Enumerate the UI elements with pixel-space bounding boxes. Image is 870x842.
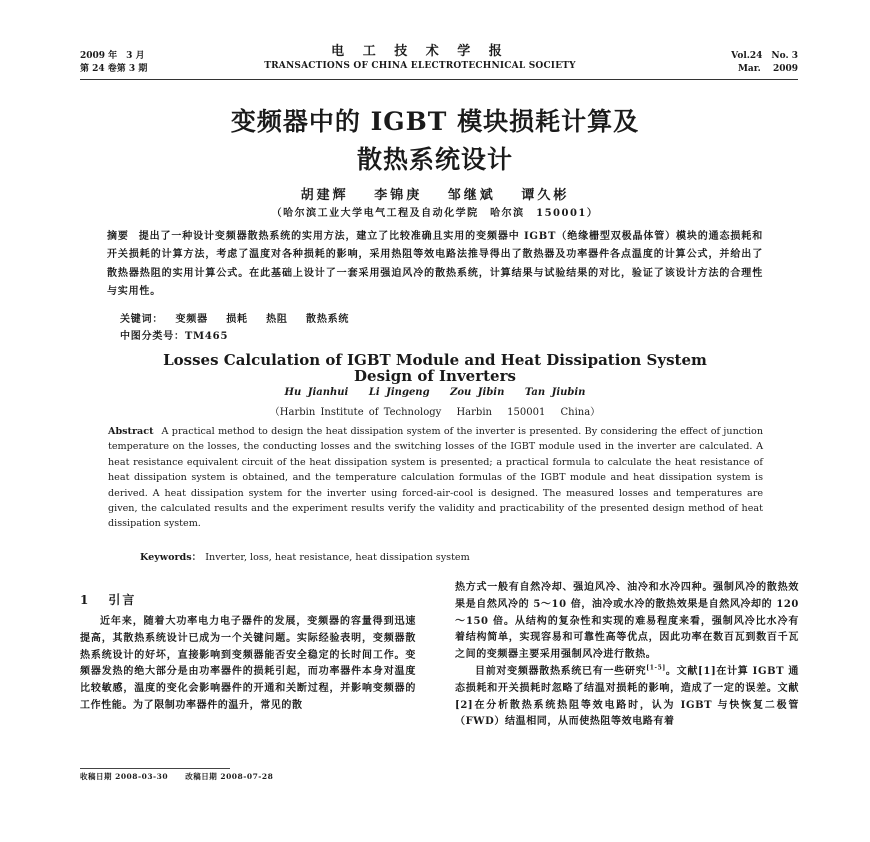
header-journal	[240, 44, 600, 72]
footnote-dates	[80, 771, 273, 782]
classification-cn-value: TM465	[184, 331, 229, 342]
affiliation-en: （Harbin Institute of Technology Harbin 150001 China）	[269, 407, 601, 418]
abstract-en	[108, 424, 763, 532]
keywords-en	[140, 549, 470, 563]
citation-ref: [1-5]	[646, 664, 666, 672]
header-issue-cn	[80, 50, 147, 76]
paper-title-en-line2: Design of Inverters	[354, 367, 516, 385]
paper-title-en	[100, 352, 770, 384]
authors-cn	[100, 184, 770, 203]
header-date-en: Mar. 2009	[737, 64, 798, 74]
body-paragraph	[455, 664, 799, 731]
section-number: 1	[80, 593, 91, 607]
header-volume-en: Vol.24 No. 3	[731, 51, 798, 61]
section-heading	[80, 591, 136, 608]
keywords-cn-label: 关键词：	[120, 314, 164, 325]
body-column-left	[80, 614, 416, 715]
keywords-en-label: Keywords：	[140, 552, 202, 563]
paper-title-cn-line1: 变频器中的 IGBT 模块损耗计算及	[230, 107, 640, 136]
keywords-cn	[120, 310, 363, 325]
author-cn: 李锦庚	[374, 188, 423, 203]
footnote-rule	[80, 768, 230, 769]
header-volume-cn: 第 24 卷第 3 期	[80, 64, 148, 74]
abstract-cn-text: 提出了一种设计变频器散热系统的实用方法，建立了比较准确且实用的变频器中 IGBT（绝缘栅型双极晶体管）模块的通态损耗和开关损耗的计算方法，考虑了温度对各种损耗的影响，采用热阻等效电路法推导得出了散热器及功率器件各点温度的计算公式，并给出了散热器热阻的实用计算公式。在此基础上设计了一套采用强迫风冷的散热系统，计算结果与试验结果的对比，验证了该设计方法的合理性与实用性。	[107, 231, 763, 297]
body-paragraph: 热方式一般有自然冷却、强迫风冷、油冷和水冷四种。强制风冷的散热效果是自然风冷的 5～10 倍，油冷或水冷的散热效果是自然风冷却的 120～150 倍。从结构的复杂性和实现的难易程度来看，强制风冷比水冷有着结构简单，实现容易和可靠性高等优点，因此功率在数百瓦到数百千瓦之间的变频器主要采用强制风冷进行散热。	[455, 582, 799, 661]
body-column-right	[455, 580, 799, 731]
header-rule	[80, 79, 798, 80]
classification-cn	[120, 327, 228, 342]
author-cn: 谭久彬	[521, 188, 570, 203]
header-date-cn: 2009 年 3 月	[80, 51, 145, 61]
author-en: Li Jingeng	[368, 387, 430, 398]
revised-label: 改稿日期	[185, 772, 218, 781]
keyword-cn: 热阻	[266, 314, 288, 325]
keyword-cn: 损耗	[226, 314, 248, 325]
header-issue-en	[700, 50, 798, 76]
body-text: 。文献[1]在计算 IGBT 通态损耗和开关损耗时忽略了结温对损耗的影响，造成了一定的误差。文献[2]在分析散热系统热阻等效电路时，认为 IGBT 与快恢复二极管（FWD）结温相同，从而使热阻等效电路有着	[455, 665, 799, 728]
body-text: 目前对变频器散热系统已有一些研究	[475, 665, 647, 677]
received-label: 收稿日期	[80, 772, 112, 781]
journal-name-cn: 电 工 技 术 学 报	[331, 44, 509, 59]
author-en: Hu Jianhui	[284, 387, 349, 398]
paper-title-en-line1: Losses Calculation of IGBT Module and Heat Dissipation System	[163, 351, 707, 369]
keyword-cn: 散热系统	[306, 314, 350, 325]
abstract-cn	[107, 228, 763, 301]
revised-date: 2008-07-28	[220, 772, 274, 781]
abstract-cn-label: 摘要	[107, 231, 129, 242]
author-en: Zou Jibin	[450, 387, 505, 398]
classification-cn-label: 中图分类号：	[120, 331, 185, 342]
author-cn: 邹继斌	[447, 188, 496, 203]
authors-en	[100, 387, 770, 398]
paper-title-cn	[100, 103, 770, 179]
received-date: 2008-03-30	[115, 772, 169, 781]
author-en: Tan Jiubin	[524, 387, 586, 398]
section-title: 引言	[108, 593, 137, 607]
keyword-cn: 变频器	[175, 314, 208, 325]
body-paragraph: 近年来，随着大功率电力电子器件的发展，变频器的容量得到迅速提高，其散热系统设计已成为一个关键问题。实际经验表明，变频器散热系统设计的好坏，直接影响到变频器能否安全稳定的长时间工作。变频器发热的绝大部分是由功率器件的损耗引起，而功率器件本身对温度比较敏感，温度的变化会影响器件的开通和关断过程，并影响变频器的工作性能。为了限制功率器件的温升，常见的散	[80, 616, 416, 711]
abstract-en-text: A practical method to design the heat dissipation system of the inverter is presented. By considering the effect of junction temperature on the losses, the conducting losses and the switching losses of the IGBT module used in the inverter are calculated. A heat resistance equivalent circuit of the heat dissipation system is presented; a practical formula to calculate the heat resistance of heat dissipation system is obtained, and the temperature calculation formulas of the IGBT module and heat dissipation system is derived. A heat dissipation system for the inverter using forced-air-cool is designed. The measured losses and temperatures are given, the calculated results and the experiment results verify the validity and practicability of the presented design method of heat dissipation system.	[108, 426, 763, 530]
paper-title-cn-line2: 散热系统设计	[356, 145, 513, 174]
journal-name-en: TRANSACTIONS OF CHINA ELECTROTECHNICAL SOCIETY	[264, 61, 576, 71]
author-cn: 胡建辉	[300, 188, 349, 203]
keywords-en-text: Inverter, loss, heat resistance, heat dissipation system	[205, 552, 470, 563]
abstract-en-label: Abstract	[108, 426, 154, 437]
affiliation-cn: （哈尔滨工业大学电气工程及自动化学院 哈尔滨 150001）	[271, 208, 599, 219]
